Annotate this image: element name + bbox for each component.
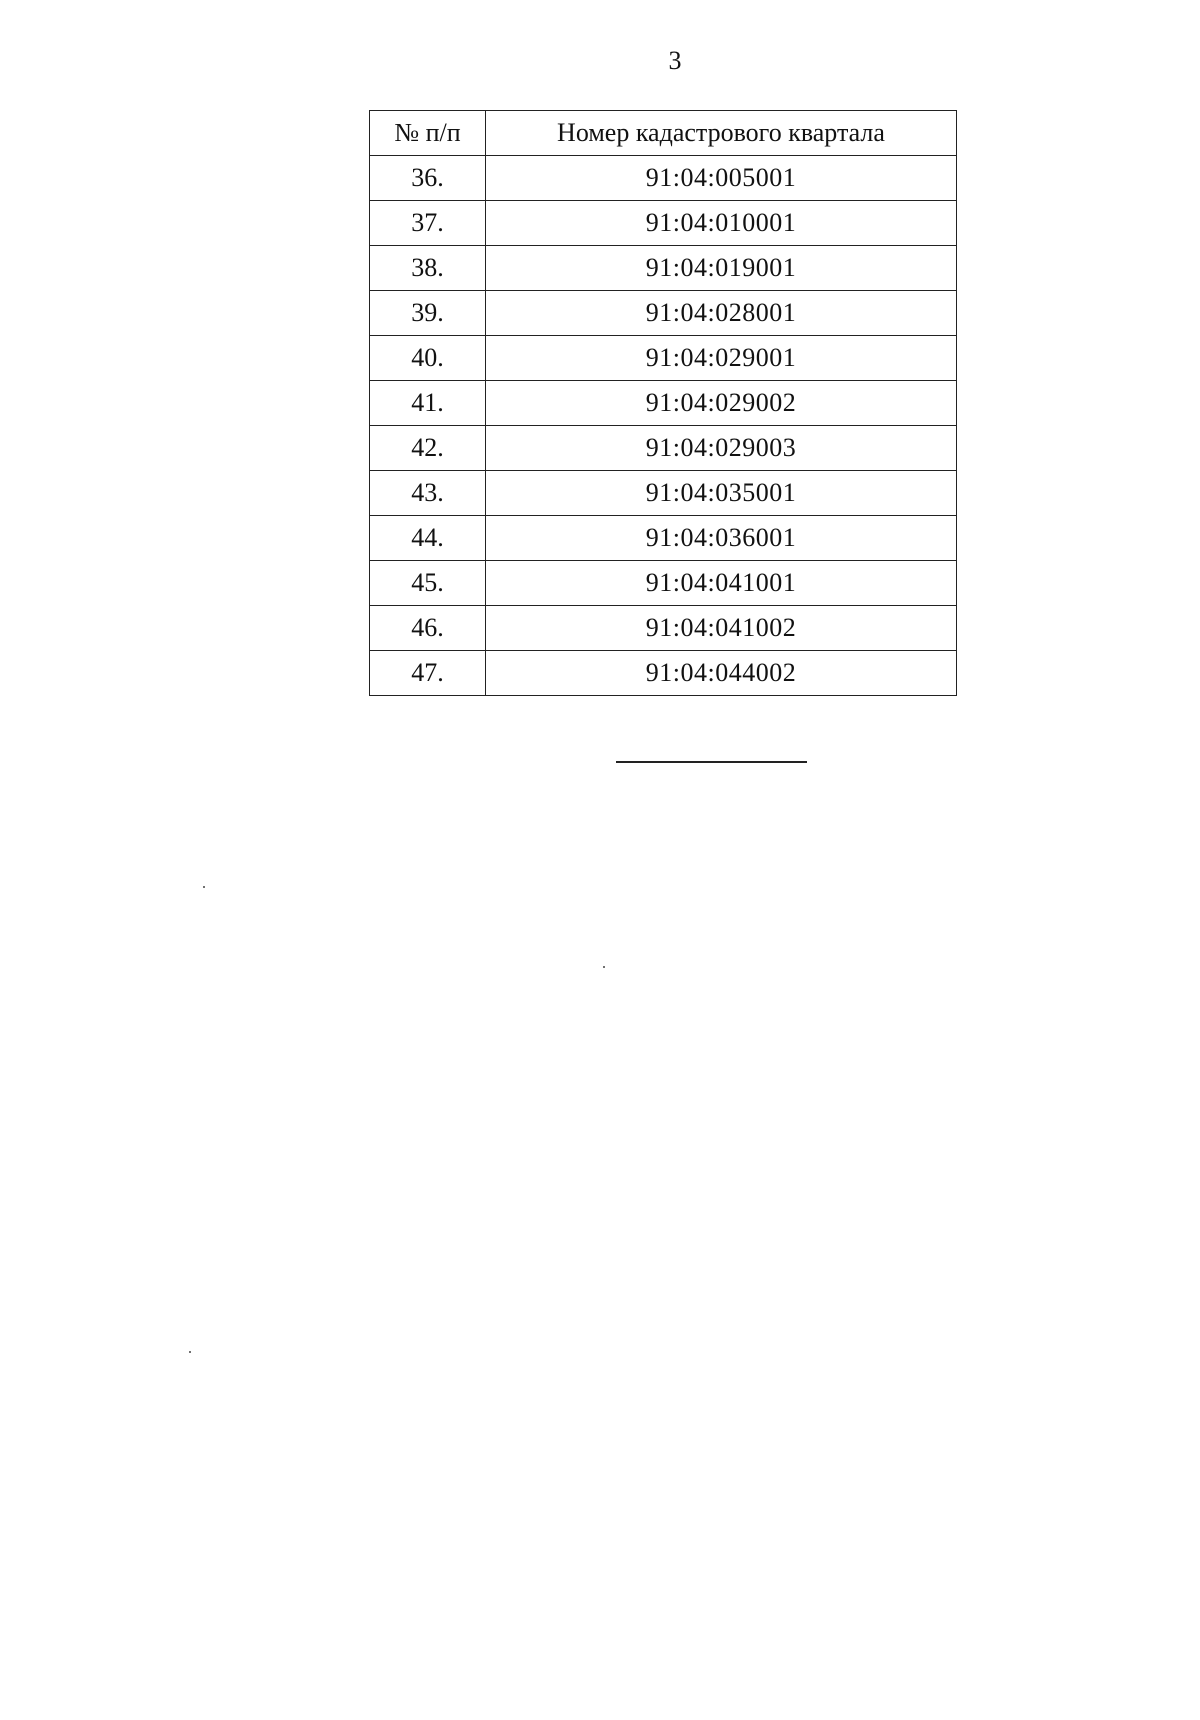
cadastral-quarters-table — [369, 110, 957, 696]
row-number-cell: 40. — [370, 336, 486, 381]
row-number-cell: 37. — [370, 201, 486, 246]
row-number-cell: 41. — [370, 381, 486, 426]
table-row — [370, 426, 957, 471]
row-number-cell: 47. — [370, 651, 486, 696]
row-number-cell: 46. — [370, 606, 486, 651]
scan-speck — [203, 886, 205, 888]
row-number-cell: 42. — [370, 426, 486, 471]
table-row — [370, 246, 957, 291]
cadastral-code-cell: 91:04:029001 — [486, 336, 957, 381]
table-row — [370, 156, 957, 201]
table-row — [370, 336, 957, 381]
page-number: 3 — [668, 46, 682, 75]
cadastral-quarters-table-wrapper — [369, 110, 956, 696]
scan-speck — [189, 1351, 191, 1353]
table-row — [370, 606, 957, 651]
cadastral-code-cell: 91:04:041001 — [486, 561, 957, 606]
cadastral-code-cell: 91:04:041002 — [486, 606, 957, 651]
row-number-cell: 44. — [370, 516, 486, 561]
table-row — [370, 381, 957, 426]
table-row — [370, 561, 957, 606]
cadastral-code-cell: 91:04:044002 — [486, 651, 957, 696]
cadastral-code-cell: 91:04:005001 — [486, 156, 957, 201]
cadastral-code-cell: 91:04:029003 — [486, 426, 957, 471]
table-row — [370, 471, 957, 516]
header-row-number: № п/п — [370, 111, 486, 156]
cadastral-code-cell: 91:04:010001 — [486, 201, 957, 246]
cadastral-code-cell: 91:04:019001 — [486, 246, 957, 291]
row-number-cell: 45. — [370, 561, 486, 606]
scan-speck — [603, 966, 605, 968]
row-number-cell: 36. — [370, 156, 486, 201]
table-row — [370, 291, 957, 336]
cadastral-code-cell: 91:04:028001 — [486, 291, 957, 336]
row-number-cell: 39. — [370, 291, 486, 336]
cadastral-code-cell: 91:04:035001 — [486, 471, 957, 516]
cadastral-code-cell: 91:04:029002 — [486, 381, 957, 426]
cadastral-code-cell: 91:04:036001 — [486, 516, 957, 561]
table-row — [370, 201, 957, 246]
row-number-cell: 38. — [370, 246, 486, 291]
table-header-row — [370, 111, 957, 156]
header-cadastral-quarter-number: Номер кадастрового квартала — [486, 111, 957, 156]
end-of-document-rule — [616, 761, 807, 763]
row-number-cell: 43. — [370, 471, 486, 516]
table-row — [370, 516, 957, 561]
table-row — [370, 651, 957, 696]
